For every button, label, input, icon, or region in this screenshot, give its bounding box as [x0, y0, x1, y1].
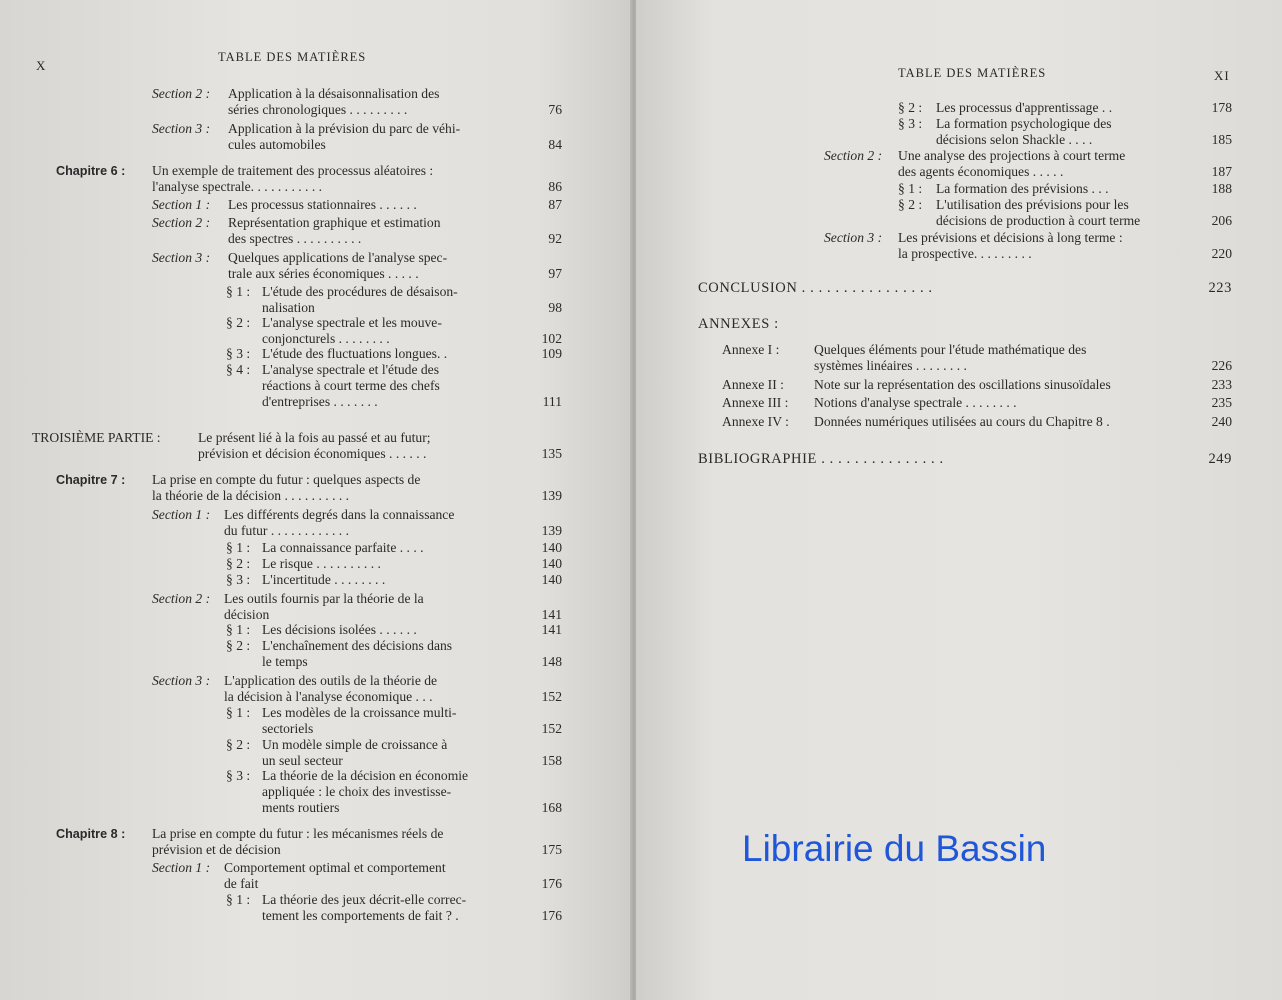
left-toc-entry	[152, 215, 562, 247]
toc-entry-page: 220	[1211, 246, 1232, 261]
left-toc-entry	[226, 768, 562, 816]
toc-entry-label: § 3 :	[226, 346, 251, 361]
toc-entry-page: 148	[541, 654, 562, 669]
left-toc-entry	[226, 705, 562, 737]
toc-entry-text: Les processus stationnaires . . . . . .	[228, 197, 417, 212]
toc-entry-text: décisions selon Shackle . . . .	[936, 132, 1093, 147]
toc-entry-text: d'entreprises . . . . . . .	[262, 394, 378, 409]
toc-entry-label: § 2 :	[226, 638, 251, 653]
left-toc-entry	[152, 507, 562, 539]
left-toc-entry	[226, 892, 562, 924]
toc-entry-text: décisions de production à court terme	[936, 213, 1141, 228]
left-page	[0, 0, 632, 1000]
toc-entry-text: prévision et de décision	[152, 842, 281, 857]
toc-entry-text: La prise en compte du futur : quelques aspects de	[152, 472, 421, 487]
toc-entry-label: § 1 :	[226, 540, 251, 555]
toc-entry-label: § 2 :	[226, 315, 251, 330]
toc-entry-page: 140	[541, 540, 562, 555]
toc-entry-label: § 2 :	[898, 100, 923, 115]
toc-entry-text: Comportement optimal et comportement	[224, 860, 446, 875]
left-toc-entry	[226, 638, 562, 670]
toc-entry-label: Annexe I :	[722, 342, 780, 357]
toc-entry-text: Les processus d'apprentissage . .	[936, 100, 1113, 115]
right-toc-entry	[698, 451, 1232, 467]
toc-entry-label: Chapitre 7 :	[56, 473, 126, 487]
toc-entry-text: La formation psychologique des	[936, 116, 1112, 131]
toc-entry-text: Une analyse des projections à court terme	[898, 148, 1126, 163]
running-head-right: TABLE DES MATIÈRES	[898, 66, 1047, 80]
toc-entry-page: 223	[1208, 280, 1232, 296]
toc-entry-text: L'étude des procédures de désaison-	[262, 284, 458, 299]
toc-entry-page: 176	[541, 908, 562, 923]
left-toc-entry	[226, 284, 562, 316]
toc-entry-page: 76	[548, 102, 562, 117]
toc-entry-text: BIBLIOGRAPHIE . . . . . . . . . . . . . . .	[698, 451, 944, 467]
toc-entry-text: CONCLUSION . . . . . . . . . . . . . . . .	[698, 280, 933, 296]
toc-entry-page: 140	[541, 556, 562, 571]
toc-entry-page: 141	[541, 622, 562, 637]
left-toc-entry	[152, 121, 562, 153]
toc-entry-text: ments routiers	[262, 800, 340, 815]
toc-entry-page: 139	[541, 523, 562, 538]
toc-entry-text: Notions d'analyse spectrale . . . . . . . .	[814, 395, 1017, 410]
left-toc-entry	[152, 197, 562, 213]
toc-entry-text: décision	[224, 607, 270, 622]
page-number-right: XI	[1214, 68, 1230, 83]
toc-entry-label: Section 2 :	[152, 86, 211, 101]
left-toc-entry	[32, 430, 562, 462]
toc-entry-label: Section 3 :	[152, 673, 211, 688]
toc-entry-page: 152	[541, 721, 562, 736]
toc-entry-text: L'enchaînement des décisions dans	[262, 638, 453, 653]
toc-entry-text: de fait	[224, 876, 259, 891]
toc-entry-page: 152	[541, 689, 562, 704]
toc-entry-page: 86	[548, 179, 562, 194]
toc-entry-label: § 1 :	[898, 181, 923, 196]
left-toc-entry	[56, 163, 562, 195]
toc-entry-page: 178	[1211, 100, 1232, 115]
toc-entry-label: Section 3 :	[824, 230, 883, 245]
toc-entry-text: Quelques éléments pour l'étude mathématique des	[814, 342, 1087, 357]
toc-entry-text: appliquée : le choix des investisse-	[262, 784, 452, 799]
toc-entry-text: l'analyse spectrale. . . . . . . . . . .	[152, 179, 323, 194]
toc-entry-text: ANNEXES :	[698, 316, 779, 332]
page-number-left: X	[36, 58, 47, 73]
toc-entry-text: L'application des outils de la théorie de	[224, 673, 438, 688]
toc-entry-text: cules automobiles	[228, 137, 326, 152]
toc-entry-text: Un modèle simple de croissance à	[262, 737, 448, 752]
toc-entry-text: La connaissance parfaite . . . .	[262, 540, 424, 555]
right-toc-entry	[898, 197, 1232, 229]
toc-entry-text: L'étude des fluctuations longues. .	[262, 346, 448, 361]
toc-entry-label: § 2 :	[898, 197, 923, 212]
toc-entry-text: la théorie de la décision . . . . . . . . . .	[152, 488, 350, 503]
right-toc-entry	[722, 342, 1232, 374]
toc-entry-page: 141	[541, 607, 562, 622]
toc-entry-text: la décision à l'analyse économique . . .	[224, 689, 433, 704]
toc-entry-text: du futur . . . . . . . . . . . .	[224, 523, 349, 538]
toc-entry-text: Les modèles de la croissance multi-	[262, 705, 457, 720]
left-toc-entry	[226, 737, 562, 769]
toc-entry-text: la prospective. . . . . . . . .	[898, 246, 1032, 261]
toc-entry-text: L'analyse spectrale et l'étude des	[262, 362, 440, 377]
left-toc-entry	[152, 591, 562, 623]
toc-entry-label: Annexe III :	[722, 395, 789, 410]
toc-entry-text: L'analyse spectrale et les mouve-	[262, 315, 442, 330]
toc-entry-text: le temps	[262, 654, 308, 669]
toc-entry-page: 233	[1211, 377, 1232, 392]
toc-entry-page: 175	[541, 842, 562, 857]
left-toc-entry	[152, 86, 562, 118]
right-toc-entry	[722, 414, 1232, 430]
toc-entry-text: Les prévisions et décisions à long terme :	[898, 230, 1123, 245]
toc-entry-text: L'incertitude . . . . . . . .	[262, 572, 386, 587]
left-toc-entry	[152, 673, 562, 705]
right-toc-entry	[824, 148, 1232, 180]
left-toc-entry	[152, 860, 562, 892]
toc-entry-label: § 1 :	[226, 284, 251, 299]
toc-entry-page: 226	[1211, 358, 1232, 373]
toc-entry-page: 97	[548, 266, 562, 281]
toc-entry-text: systèmes linéaires . . . . . . . .	[814, 358, 967, 373]
toc-entry-label: Section 2 :	[152, 591, 211, 606]
watermark-text: Librairie du Bassin	[742, 828, 1047, 869]
right-toc-entry	[722, 395, 1232, 411]
toc-entry-text: La théorie des jeux décrit-elle correc-	[262, 892, 467, 907]
toc-entry-text: nalisation	[262, 300, 315, 315]
toc-entry-page: 98	[548, 300, 562, 315]
toc-entry-text: Le présent lié à la fois au passé et au futur;	[198, 430, 431, 445]
left-toc-entry	[226, 540, 562, 556]
left-toc-entry	[152, 250, 562, 282]
toc-entry-text: réactions à court terme des chefs	[262, 378, 440, 393]
toc-entry-label: Chapitre 6 :	[56, 164, 126, 178]
toc-entry-label: Section 3 :	[152, 121, 211, 136]
toc-entry-text: L'utilisation des prévisions pour les	[936, 197, 1129, 212]
toc-entry-text: Données numériques utilisées au cours du Chapitre 8 .	[814, 414, 1110, 429]
toc-entry-text: prévision et décision économiques . . . . . .	[198, 446, 427, 461]
toc-entry-text: Note sur la représentation des oscillations sinusoïdales	[814, 377, 1111, 392]
toc-entry-text: Les différents degrés dans la connaissance	[224, 507, 455, 522]
toc-entry-page: 84	[548, 137, 562, 152]
toc-entry-text: des spectres . . . . . . . . . .	[228, 231, 362, 246]
toc-entry-label: Chapitre 8 :	[56, 827, 126, 841]
left-toc-entry	[226, 362, 562, 410]
toc-entry-page: 187	[1211, 164, 1232, 179]
left-toc-entry	[56, 826, 562, 858]
toc-entry-label: § 1 :	[226, 622, 251, 637]
right-toc-entry	[898, 100, 1232, 116]
toc-entry-label: § 2 :	[226, 737, 251, 752]
running-head-left: TABLE DES MATIÈRES	[218, 50, 367, 64]
toc-entry-page: 249	[1208, 451, 1232, 467]
toc-entry-text: Un exemple de traitement des processus aléatoires :	[152, 163, 434, 178]
toc-entry-page: 87	[548, 197, 562, 212]
toc-entry-text: La formation des prévisions . . .	[936, 181, 1109, 196]
toc-entry-page: 135	[541, 446, 562, 461]
toc-entry-text: La théorie de la décision en économie	[262, 768, 469, 783]
toc-entry-label: Annexe II :	[722, 377, 784, 392]
toc-entry-label: TROISIÈME PARTIE :	[32, 430, 161, 445]
toc-entry-text: Application à la désaisonnalisation des	[228, 86, 440, 101]
toc-entry-page: 139	[541, 488, 562, 503]
toc-entry-page: 235	[1211, 395, 1232, 410]
left-toc-entry	[226, 556, 562, 572]
toc-entry-label: Section 3 :	[152, 250, 211, 265]
toc-entry-label: Section 2 :	[824, 148, 883, 163]
toc-entry-label: Section 1 :	[152, 507, 211, 522]
toc-entry-page: 176	[541, 876, 562, 891]
toc-entry-label: § 3 :	[226, 572, 251, 587]
toc-entry-page: 240	[1211, 414, 1232, 429]
left-toc-entry	[226, 346, 562, 362]
toc-entry-label: Section 2 :	[152, 215, 211, 230]
toc-entry-page: 158	[541, 753, 562, 768]
toc-entry-page: 102	[541, 331, 562, 346]
toc-entry-label: Section 1 :	[152, 197, 211, 212]
toc-entry-page: 206	[1211, 213, 1232, 228]
toc-entry-label: Annexe IV :	[722, 414, 789, 429]
toc-entry-label: § 2 :	[226, 556, 251, 571]
toc-entry-page: 109	[541, 346, 562, 361]
toc-entry-text: conjoncturels . . . . . . . .	[262, 331, 390, 346]
toc-entry-label: Section 1 :	[152, 860, 211, 875]
toc-entry-text: Application à la prévision du parc de véhi-	[228, 121, 461, 136]
toc-entry-label: § 3 :	[898, 116, 923, 131]
right-toc-entry	[898, 116, 1232, 148]
toc-entry-page: 111	[542, 394, 562, 409]
toc-entry-label: § 1 :	[226, 892, 251, 907]
toc-entry-text: Les décisions isolées . . . . . .	[262, 622, 417, 637]
toc-entry-page: 168	[541, 800, 562, 815]
left-toc-entry	[226, 315, 562, 347]
toc-entry-page: 188	[1211, 181, 1232, 196]
toc-entry-text: tement les comportements de fait ? .	[262, 908, 459, 923]
toc-entry-text: un seul secteur	[262, 753, 343, 768]
toc-entry-text: sectoriels	[262, 721, 314, 736]
toc-entry-text: Le risque . . . . . . . . . .	[262, 556, 381, 571]
toc-entry-page: 185	[1211, 132, 1232, 147]
right-toc-entry	[698, 280, 1232, 296]
left-toc-entry	[56, 472, 562, 504]
left-toc-entry	[226, 622, 562, 638]
toc-entry-text: des agents économiques . . . . .	[898, 164, 1064, 179]
toc-entry-label: § 1 :	[226, 705, 251, 720]
right-toc-entry	[698, 316, 1232, 332]
left-toc-entry	[226, 572, 562, 588]
toc-entry-text: trale aux séries économiques . . . . .	[228, 266, 419, 281]
toc-entry-text: Les outils fournis par la théorie de la	[224, 591, 424, 606]
toc-entry-text: séries chronologiques . . . . . . . . .	[228, 102, 408, 117]
toc-entry-text: La prise en compte du futur : les mécanismes réels de	[152, 826, 444, 841]
right-toc-entry	[898, 181, 1232, 197]
right-toc-entry	[824, 230, 1232, 262]
toc-entry-page: 92	[548, 231, 562, 246]
toc-entry-text: Quelques applications de l'analyse spec-	[228, 250, 448, 265]
toc-entry-label: § 3 :	[226, 768, 251, 783]
toc-entry-page: 140	[541, 572, 562, 587]
toc-entry-label: § 4 :	[226, 362, 251, 377]
right-toc-entry	[722, 377, 1232, 393]
toc-entry-text: Représentation graphique et estimation	[228, 215, 441, 230]
